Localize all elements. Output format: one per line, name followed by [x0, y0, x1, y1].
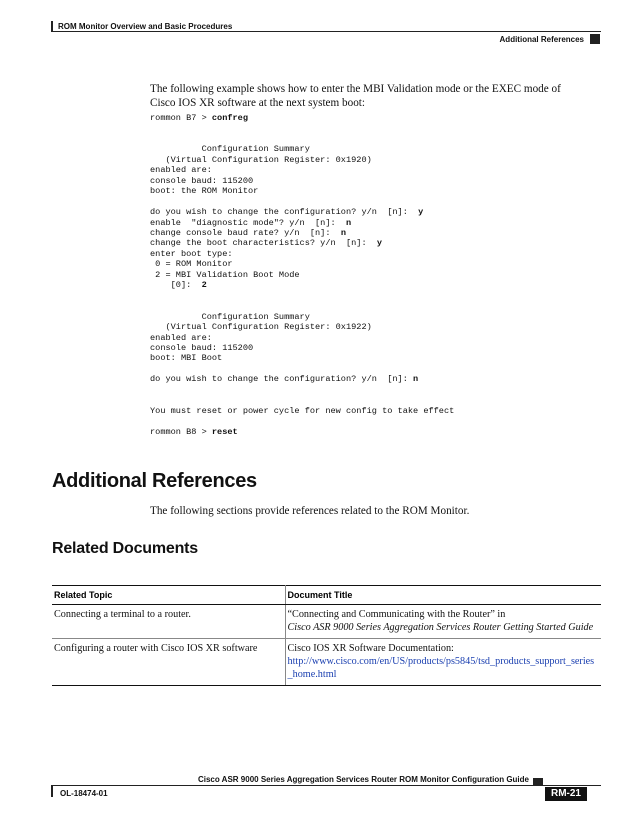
footer-page-number: RM-21 — [545, 787, 587, 801]
code-line: enter boot type: — [150, 248, 233, 259]
code-line: change console baud rate? y/n [n]: — [150, 227, 341, 238]
subsection-heading-related-documents: Related Documents — [52, 540, 198, 557]
code-line: change the boot characteristics? y/n [n]: — [150, 238, 377, 249]
code-line: enabled are: — [150, 165, 212, 176]
document-title-italic: Cisco ASR 9000 Series Aggregation Services Router Getting Started Guide — [287, 622, 594, 633]
header-rule — [51, 31, 601, 32]
footer-rule — [51, 785, 601, 786]
code-command-confreg: confreg — [211, 113, 248, 123]
code-example — [150, 113, 454, 437]
related-documents-table — [52, 585, 601, 686]
code-line: do you wish to change the configuration? y/n [n]: — [150, 207, 419, 218]
code-line: console baud: 115200 — [150, 342, 254, 353]
header-section-title: Additional References — [499, 35, 584, 44]
footer-guide-title: Cisco ASR 9000 Series Aggregation Services Router ROM Monitor Configuration Guide — [197, 775, 529, 784]
code-answer: n — [345, 217, 352, 228]
code-command-reset: reset — [211, 426, 238, 437]
code-line: enable "diagnostic mode"? y/n [n]: — [150, 217, 346, 228]
code-answer: 2 — [201, 280, 207, 291]
code-line: Configuration Summary — [150, 311, 310, 322]
footer-left-bar — [51, 785, 53, 797]
intro-paragraph: The following example shows how to enter the MBI Validation mode or the EXEC mode of Cisco IOS XR software at the next system boot: — [150, 83, 561, 109]
column-header-related-topic: Related Topic — [52, 586, 285, 605]
column-header-document-title: Document Title — [285, 586, 601, 605]
code-line: do you wish to change the configuration? y/n [n]: — [150, 374, 414, 385]
code-block — [150, 113, 454, 437]
header-chapter-title: ROM Monitor Overview and Basic Procedures — [58, 22, 233, 31]
footer-document-number: OL-18474-01 — [60, 789, 108, 798]
code-answer: n — [413, 374, 419, 385]
header-marker-square — [590, 34, 600, 44]
related-documents-table-wrapper — [52, 585, 601, 686]
code-prompt-2: rommon B8 > — [150, 426, 212, 437]
topic-cell: Connecting a terminal to a router. — [52, 605, 285, 639]
code-line: boot: MBI Boot — [150, 353, 223, 364]
code-line: [0]: — [150, 280, 202, 291]
document-title-cell — [285, 639, 601, 686]
table-row — [52, 639, 601, 686]
code-line: console baud: 115200 — [150, 175, 254, 186]
code-answer: y — [376, 238, 383, 249]
documentation-link[interactable]: http://www.cisco.com/en/US/products/ps5845/tsd_products_support_series_home.html — [287, 656, 595, 680]
document-title-text: Cisco IOS XR Software Documentation: — [287, 643, 454, 654]
code-line: (Virtual Configuration Register: 0x1920) — [150, 154, 372, 165]
document-title-cell — [285, 605, 601, 639]
document-title-text: “Connecting and Communicating with the Router” in — [287, 609, 506, 620]
code-answer: n — [340, 227, 346, 238]
code-line: Configuration Summary — [150, 144, 310, 155]
code-answer: y — [418, 207, 424, 218]
code-line: (Virtual Configuration Register: 0x1922) — [150, 322, 372, 333]
table-header-row — [52, 586, 601, 605]
code-line: 0 = ROM Monitor — [150, 259, 233, 270]
section-heading-additional-references: Additional References — [52, 470, 257, 492]
code-line: boot: the ROM Monitor — [150, 186, 259, 197]
code-line: 2 = MBI Validation Boot Mode — [150, 269, 300, 280]
section-intro-paragraph: The following sections provide references related to the ROM Monitor. — [150, 505, 470, 517]
code-line: You must reset or power cycle for new config to take effect — [150, 405, 455, 416]
table-row — [52, 605, 601, 639]
code-line: enabled are: — [150, 332, 212, 343]
code-prompt-1: rommon B7 > — [150, 113, 212, 123]
topic-cell: Configuring a router with Cisco IOS XR software — [52, 639, 285, 686]
